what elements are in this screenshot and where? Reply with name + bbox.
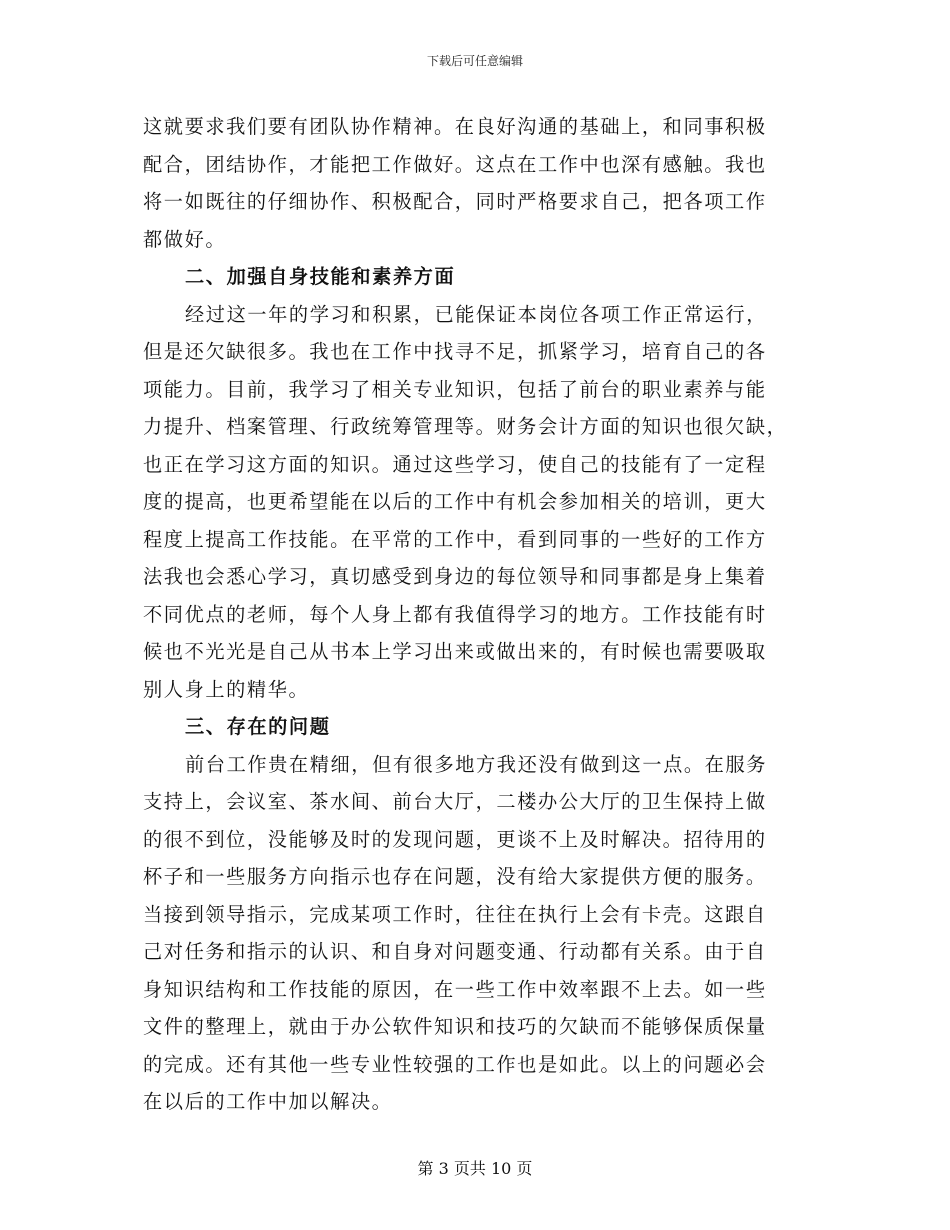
text-line: 身知识结构和工作技能的原因，在一些工作中效率跟不上去。如一些 [143,977,767,1001]
text-line: 经过这一年的学习和积累，已能保证本岗位各项工作正常运行， [185,302,768,326]
text-line: 候也不光光是自己从书本上学习出来或做出来的，有时候也需要吸取 [143,640,767,663]
document-body [143,108,803,1121]
section-heading: 三、存在的问题 [185,715,331,738]
text-line: 支持上，会议室、茶水间、前台大厅，二楼办公大厅的卫生保持上做 [143,790,767,813]
text-line: 当接到领导指示，完成某项工作时，往往在执行上会有卡壳。这跟自 [143,902,767,926]
text-line: 己对任务和指示的认识、和自身对问题变通、行动都有关系。由于自 [143,940,767,963]
text-line: 别人身上的精华。 [143,677,310,701]
page-header: 下载后可任意编辑 [426,54,523,68]
text-line: 在以后的工作中加以解决。 [143,1090,393,1113]
text-line: 的很不到位，没能够及时的发现问题，更谈不上及时解决。招待用的 [143,827,767,851]
text-line: 不同优点的老师，每个人身上都有我值得学习的地方。工作技能有时 [143,602,767,626]
text-line: 文件的整理上，就由于办公软件知识和技巧的欠缺而不能够保质保量 [143,1015,767,1038]
text-line: 配合，团结协作，才能把工作做好。这点在工作中也深有感触。我也 [143,152,767,176]
text-line: 程度上提高工作技能。在平常的工作中，看到同事的一些好的工作方 [143,527,767,551]
text-line: 将一如既往的仔细协作、积极配合，同时严格要求自己，把各项工作 [143,190,767,213]
text-line: 前台工作贵在精细，但有很多地方我还没有做到这一点。在服务 [185,752,768,776]
text-line: 项能力。目前，我学习了相关专业知识，包括了前台的职业素养与能 [143,377,767,401]
text-line: 这就要求我们要有团队协作精神。在良好沟通的基础上，和同事积极 [143,115,767,138]
text-line: 也正在学习这方面的知识。通过这些学习，使自己的技能有了一定程 [143,452,767,476]
text-line: 杯子和一些服务方向指示也存在问题，没有给大家提供方便的服务。 [143,865,767,888]
text-line: 法我也会悉心学习，真切感受到身边的每位领导和同事都是身上集着 [143,565,767,588]
text-line: 力提升、档案管理、行政统筹管理等。财务会计方面的知识也很欠缺， [143,415,788,438]
text-line: 的完成。还有其他一些专业性较强的工作也是如此。以上的问题必会 [143,1052,767,1076]
text-line: 但是还欠缺很多。我也在工作中找寻不足，抓紧学习，培育自己的各 [143,340,767,363]
section-heading: 二、加强自身技能和素养方面 [185,265,456,288]
page-number-footer: 第 3 页共 10 页 [417,1159,533,1178]
text-line: 度的提高，也更希望能在以后的工作中有机会参加相关的培训，更大 [143,490,767,513]
text-line: 都做好。 [143,227,227,251]
